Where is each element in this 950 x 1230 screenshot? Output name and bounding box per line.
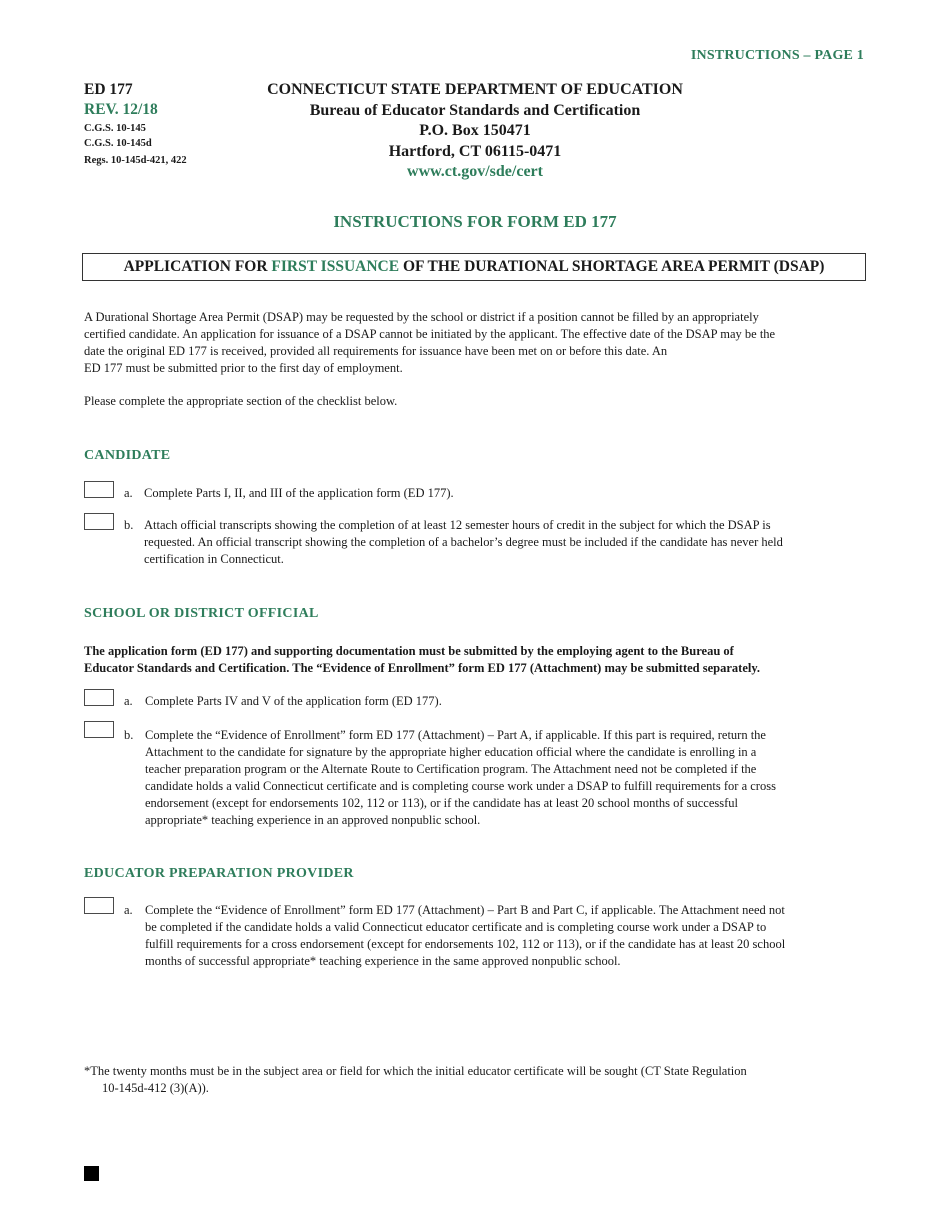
checklist-prompt: Please complete the appropriate section of the checklist below.	[84, 394, 398, 408]
item-letter: a.	[124, 694, 133, 708]
item-letter: a.	[124, 903, 133, 917]
page-marker-square	[84, 1166, 99, 1181]
agency-header	[220, 80, 730, 183]
section-heading-candidate: CANDIDATE	[84, 448, 171, 463]
footnote	[84, 1063, 864, 1097]
item-line: appropriate* teaching experience in an approved nonpublic school.	[145, 813, 481, 827]
application-title-highlight: FIRST ISSUANCE	[271, 258, 400, 275]
agency-po-box: P.O. Box 150471	[419, 122, 531, 139]
page-label: INSTRUCTIONS – PAGE 1	[690, 48, 864, 63]
provider-item-a-text	[145, 902, 863, 970]
note-line: Educator Standards and Certification. The “Evidence of Enrollment” form ED 177 (Attachment) may be submitted separately.	[84, 661, 761, 675]
candidate-item-b-text	[144, 517, 862, 568]
checkbox-school-a[interactable]	[84, 689, 114, 706]
item-line: requested. An official transcript showing the completion of a bachelor’s degree must be included if the candidate has never held	[144, 535, 783, 549]
item-line: Attach official transcripts showing the completion of at least 12 semester hours of credit in the subject for which the DSAP is	[144, 518, 771, 532]
intro-line: date the original ED 177 is received, provided all requirements for issuance have been met on or before this date. An	[84, 344, 668, 358]
note-line: The application form (ED 177) and supporting documentation must be submitted by the employing agent to the Bureau of	[84, 644, 734, 658]
application-title-prefix: APPLICATION FOR	[123, 258, 272, 275]
agency-website-link[interactable]: www.ct.gov/sde/cert	[407, 163, 543, 180]
section-heading-school: SCHOOL OR DISTRICT OFFICIAL	[84, 606, 319, 621]
item-line: months of successful appropriate* teaching experience in the same approved nonpublic school.	[145, 954, 621, 968]
intro-line: ED 177 must be submitted prior to the first day of employment.	[84, 361, 403, 375]
citation: C.G.S. 10-145d	[84, 138, 152, 149]
school-item-b-text	[145, 727, 863, 829]
candidate-item-a-text	[144, 485, 862, 502]
item-letter: b.	[124, 728, 134, 742]
page-title: INSTRUCTIONS FOR FORM ED 177	[333, 212, 617, 231]
checkbox-candidate-b[interactable]	[84, 513, 114, 530]
agency-bureau: Bureau of Educator Standards and Certification	[309, 101, 641, 119]
intro-line: A Durational Shortage Area Permit (DSAP) may be requested by the school or district if a position cannot be filled by an appropriately	[84, 310, 759, 324]
item-line: certification in Connecticut.	[144, 552, 284, 566]
item-line: Complete Parts I, II, and III of the application form (ED 177).	[144, 486, 454, 500]
citation: C.G.S. 10-145	[84, 123, 146, 134]
application-title-box	[82, 253, 866, 281]
item-letter: a.	[124, 486, 133, 500]
school-submission-note	[84, 643, 864, 677]
item-line: Complete the “Evidence of Enrollment” form ED 177 (Attachment) – Part A, if applicable. If this part is required, return the	[145, 728, 766, 742]
footnote-line: *The twenty months must be in the subject area or field for which the initial educator certificate will be sought (CT State Regulation	[84, 1064, 747, 1078]
agency-name: CONNECTICUT STATE DEPARTMENT OF EDUCATION	[267, 81, 683, 98]
item-letter: b.	[124, 518, 134, 532]
section-heading-provider: EDUCATOR PREPARATION PROVIDER	[84, 866, 354, 881]
school-item-a-text	[145, 693, 863, 710]
item-line: candidate holds a valid Connecticut certificate and is completing course work under a DSAP to fulfill requirements for a cross	[145, 779, 776, 793]
checkbox-provider-a[interactable]	[84, 897, 114, 914]
footnote-line: 10-145d-412 (3)(A)).	[102, 1081, 209, 1095]
citation: Regs. 10-145d-421, 422	[84, 155, 187, 166]
agency-city: Hartford, CT 06115-0471	[388, 142, 562, 160]
application-title-suffix: OF THE DURATIONAL SHORTAGE AREA PERMIT (DSAP)	[399, 258, 825, 275]
item-line: Attachment to the candidate for signature by the appropriate higher education official where the candidate is enrolling in a	[145, 745, 757, 759]
intro-line: certified candidate. An application for issuance of a DSAP cannot be initiated by the applicant. The effective date of the DSAP may be the	[84, 327, 776, 341]
item-line: be completed if the candidate holds a valid Connecticut educator certificate and is completing course work under a DSAP to	[145, 920, 767, 934]
item-line: Complete Parts IV and V of the application form (ED 177).	[145, 694, 442, 708]
item-line: fulfill requirements for a cross endorsement (except for endorsements 102, 112 or 113), or if the candidate has at least 20 school	[145, 937, 786, 951]
checkbox-school-b[interactable]	[84, 721, 114, 738]
item-line: endorsement (except for endorsements 102, 112 or 113), or if the candidate has at least 20 school months of successful	[145, 796, 739, 810]
form-revision: REV. 12/18	[84, 101, 158, 118]
statute-citations	[84, 121, 187, 168]
item-line: Complete the “Evidence of Enrollment” form ED 177 (Attachment) – Part B and Part C, if applicable. The Attachment need not	[145, 903, 785, 917]
item-line: teacher preparation program or the Alternate Route to Certification program. The Attachment need not be completed if the	[145, 762, 757, 776]
intro-paragraph	[84, 309, 864, 377]
checkbox-candidate-a[interactable]	[84, 481, 114, 498]
form-id: ED 177	[84, 81, 133, 98]
